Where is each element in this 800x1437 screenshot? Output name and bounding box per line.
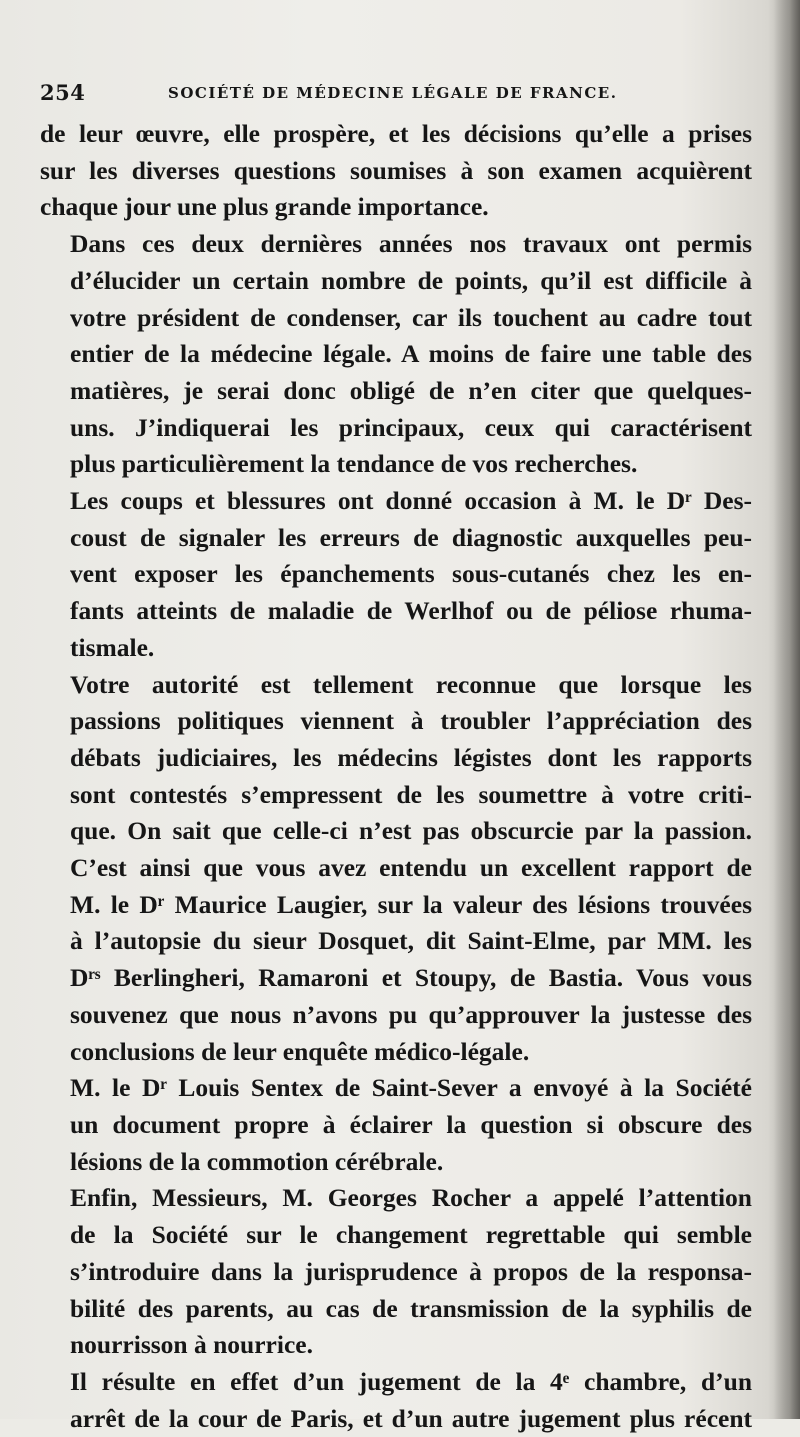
text-line: de la Société sur le changement regrettable qui semble [70, 1220, 752, 1250]
text-line: chaque jour une plus grande importance. [40, 192, 489, 222]
text-line: un document propre à éclairer la question si obscure des [70, 1109, 752, 1139]
text-line: entier de la médecine légale. A moins de faire une table des [70, 339, 752, 369]
text-line: C’est ainsi que vous avez entendu un excellent rapport de [70, 853, 752, 883]
text-line: conclusions de leur enquête médico-légale. [70, 1036, 530, 1066]
text-line: de leur œuvre, elle prospère, et les décisions qu’elle a prises [40, 119, 752, 148]
text-line: fants atteints de maladie de Werlhof ou de péliose rhuma- [70, 596, 752, 626]
text-line: bilité des parents, au cas de transmission de la syphilis de [70, 1293, 752, 1323]
paragraph [40, 1070, 752, 1180]
text-line: que. On sait que celle-ci n’est pas obscurcie par la passion. [70, 816, 752, 846]
text-line: votre président de condenser, car ils touchent au cadre tout [70, 302, 752, 332]
running-head [40, 80, 750, 110]
text-line: Les coups et blessures ont donné occasion à M. le Dʳ Des- [70, 486, 752, 516]
text-line: tismale. [70, 632, 155, 662]
text-line: Enfin, Messieurs, M. Georges Rocher a appelé l’attention [70, 1183, 752, 1213]
text-line: lésions de la commotion cérébrale. [70, 1146, 444, 1176]
paragraph [40, 1180, 752, 1364]
text-line: plus particulièrement la tendance de vos recherches. [70, 449, 638, 479]
body-text [40, 116, 752, 1437]
page-number: 254 [40, 80, 86, 105]
paragraph [40, 483, 752, 667]
text-line: Dʳˢ Berlingheri, Ramaroni et Stoupy, de Bastia. Vous vous [70, 963, 752, 993]
text-line: M. le Dʳ Maurice Laugier, sur la valeur des lésions trouvées [70, 889, 752, 919]
text-line: matières, je serai donc obligé de n’en citer que quelques- [70, 375, 752, 405]
page-edge-shadow [774, 0, 800, 1419]
text-line: M. le Dʳ Louis Sentex de Saint-Sever a envoyé à la Société [70, 1073, 752, 1103]
text-line: d’élucider un certain nombre de points, qu’il est difficile à [70, 265, 752, 295]
text-line: souvenez que nous n’avons pu qu’approuver la justesse des [70, 999, 752, 1029]
text-line: vent exposer les épanchements sous-cutanés chez les en- [70, 559, 752, 589]
text-line: Dans ces deux dernières années nos travaux ont permis [70, 229, 752, 259]
text-line: coust de signaler les erreurs de diagnostic auxquelles peu- [70, 522, 752, 552]
text-line: à l’autopsie du sieur Dosquet, dit Saint-Elme, par MM. les [70, 926, 752, 956]
text-line: nourrisson à nourrice. [70, 1330, 313, 1360]
text-line: arrêt de la cour de Paris, et d’un autre jugement plus récent [70, 1403, 752, 1433]
text-line: uns. J’indiquerai les principaux, ceux qui caractérisent [70, 412, 752, 442]
paragraph [40, 116, 752, 226]
text-line: Il résulte en effet d’un jugement de la 4ᵉ chambre, d’un [70, 1366, 752, 1396]
paragraph [40, 1364, 752, 1437]
paragraph [40, 226, 752, 483]
text-line: sur les diverses questions soumises à son examen acquièrent [40, 155, 752, 185]
text-line: Votre autorité est tellement reconnue que lorsque les [70, 669, 752, 699]
running-head-title: SOCIÉTÉ DE MÉDECINE LÉGALE DE FRANCE. [168, 84, 618, 102]
paragraph [40, 667, 752, 1071]
text-line: sont contestés s’empressent de les soumettre à votre criti- [70, 779, 752, 809]
text-line: passions politiques viennent à troubler l’appréciation des [70, 706, 752, 736]
text-line: débats judiciaires, les médecins légistes dont les rapports [70, 742, 752, 772]
text-line: s’introduire dans la jurisprudence à propos de la responsa- [70, 1256, 752, 1286]
